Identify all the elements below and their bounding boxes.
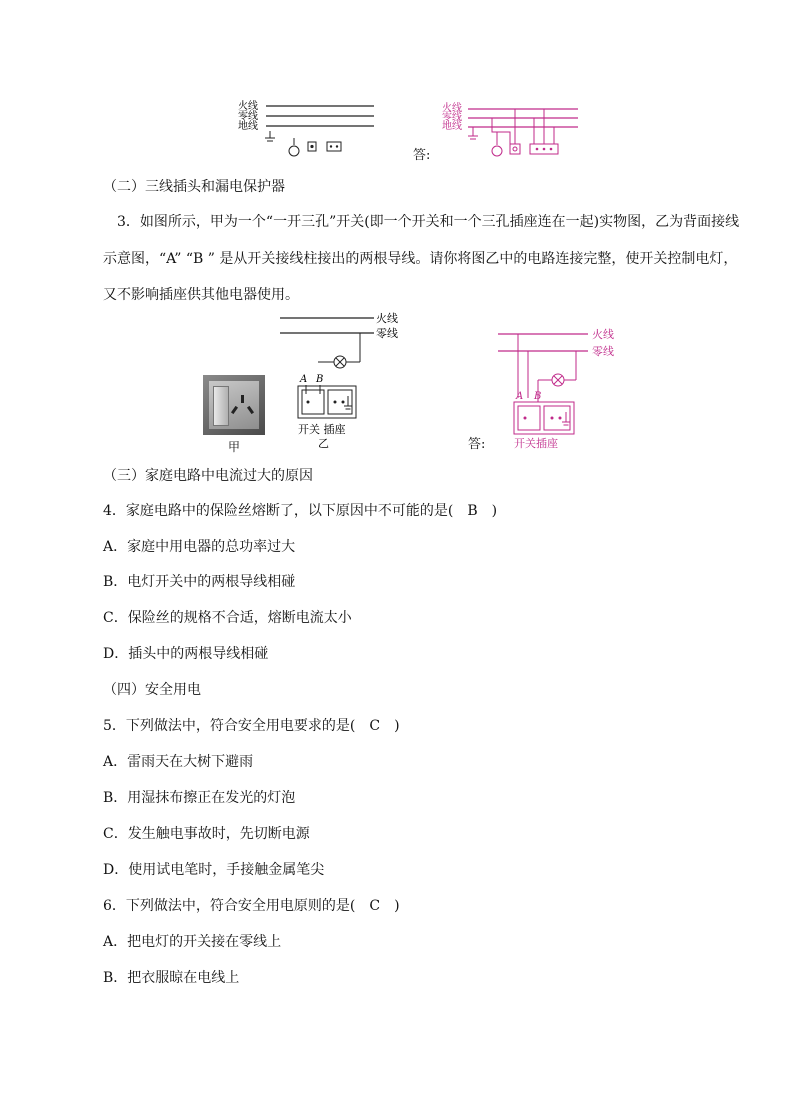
figure-2-answer-diagram [496, 326, 622, 450]
switch-icon [308, 142, 316, 151]
q5-stem: 5．下列做法中，符合安全用电要求的是( C ) [103, 718, 400, 734]
label-yi: 乙 [318, 437, 329, 450]
ans-ground-icon [468, 127, 478, 139]
label-jia: 甲 [228, 440, 241, 454]
figure-1-right-svg [440, 100, 582, 166]
switch-socket-photo [203, 375, 265, 435]
q6-stem: 6．下列做法中，符合安全用电原则的是( C ) [103, 898, 400, 914]
ans-label-switch-socket: 开关插座 [514, 437, 558, 450]
label-neutral: 零线 [238, 111, 258, 122]
lamp-icon [289, 138, 299, 156]
figure-2-yi-svg [278, 310, 410, 452]
q4-stem: 4．家庭电路中的保险丝熔断了，以下原因中不可能的是( B ) [103, 503, 498, 519]
ans-socket-icon [530, 144, 558, 154]
socket-icon [327, 142, 341, 151]
label-switch-socket: 开关 插座 [298, 423, 346, 436]
section-2-heading: （二）三线插头和漏电保护器 [103, 179, 285, 195]
q4-option-d: D．插头中的两根导线相碰 [103, 646, 269, 662]
label-wire-neutral: 零线 [376, 327, 398, 340]
ans-switch-socket-box [514, 402, 574, 434]
q3-line-2: 示意图，“A” “B ” 是从开关接线柱接出的两根导线。请你将图乙中的电路连接完整，使开关控制电灯， [103, 251, 738, 267]
ans-label-B: B [534, 391, 542, 402]
ans-label-wire-neutral: 零线 [592, 345, 614, 358]
q5-option-c: C．发生触电事故时，先切断电源 [103, 826, 310, 842]
ans-label-wire-live: 火线 [592, 328, 614, 341]
q6-option-a: A．把电灯的开关接在零线上 [103, 934, 282, 950]
label-wire-live: 火线 [376, 312, 398, 325]
rocker-switch [213, 386, 229, 426]
q6-option-b: B．把衣服晾在电线上 [103, 970, 240, 986]
figure-1-answer-label: 答: [413, 148, 431, 163]
ans-lamp-icon [552, 374, 564, 386]
q5-option-d: D．使用试电笔时，手接触金属笔尖 [103, 862, 325, 878]
q4-option-a: A．家庭中用电器的总功率过大 [103, 539, 296, 555]
figure-2-answer-svg [496, 326, 622, 450]
label-live: 火线 [238, 101, 258, 112]
q4-option-b: B．电灯开关中的两根导线相碰 [103, 574, 296, 590]
figure-1-left-circuit [236, 98, 376, 166]
ans-switch-icon [510, 144, 520, 154]
q5-option-a: A．雷雨天在大树下避雨 [103, 754, 254, 770]
ans-label-ground: 地线 [442, 121, 462, 132]
q3-line-1: 3．如图所示，甲为一个“一开三孔”开关(即一个开关和一个三孔插座连在一起)实物图，乙为背面接线 [117, 214, 740, 230]
figure-1-left-svg [236, 98, 376, 166]
q5-option-b: B．用湿抹布擦正在发光的灯泡 [103, 790, 296, 806]
ans-label-live: 火线 [442, 103, 462, 114]
q3-line-3: 又不影响插座供其他电器使用。 [103, 287, 299, 303]
ground-icon [265, 131, 275, 141]
label-B: B [316, 374, 324, 385]
label-A: A [300, 374, 308, 385]
lamp-icon [334, 356, 346, 368]
figure-2-answer-label: 答: [468, 437, 486, 452]
socket-holes [231, 393, 255, 417]
ans-label-neutral: 零线 [442, 112, 462, 123]
section-4-heading: （四）安全用电 [103, 682, 201, 698]
section-3-heading: （三）家庭电路中电流过大的原因 [103, 468, 313, 484]
ans-label-A: A [516, 391, 524, 402]
q4-option-c: C．保险丝的规格不合适，熔断电流太小 [103, 610, 352, 626]
label-ground: 地线 [238, 121, 258, 132]
figure-1-right-circuit [440, 100, 582, 166]
ans-lamp-icon [492, 132, 502, 156]
figure-2-yi-diagram [278, 310, 410, 452]
switch-socket-box [298, 386, 356, 418]
